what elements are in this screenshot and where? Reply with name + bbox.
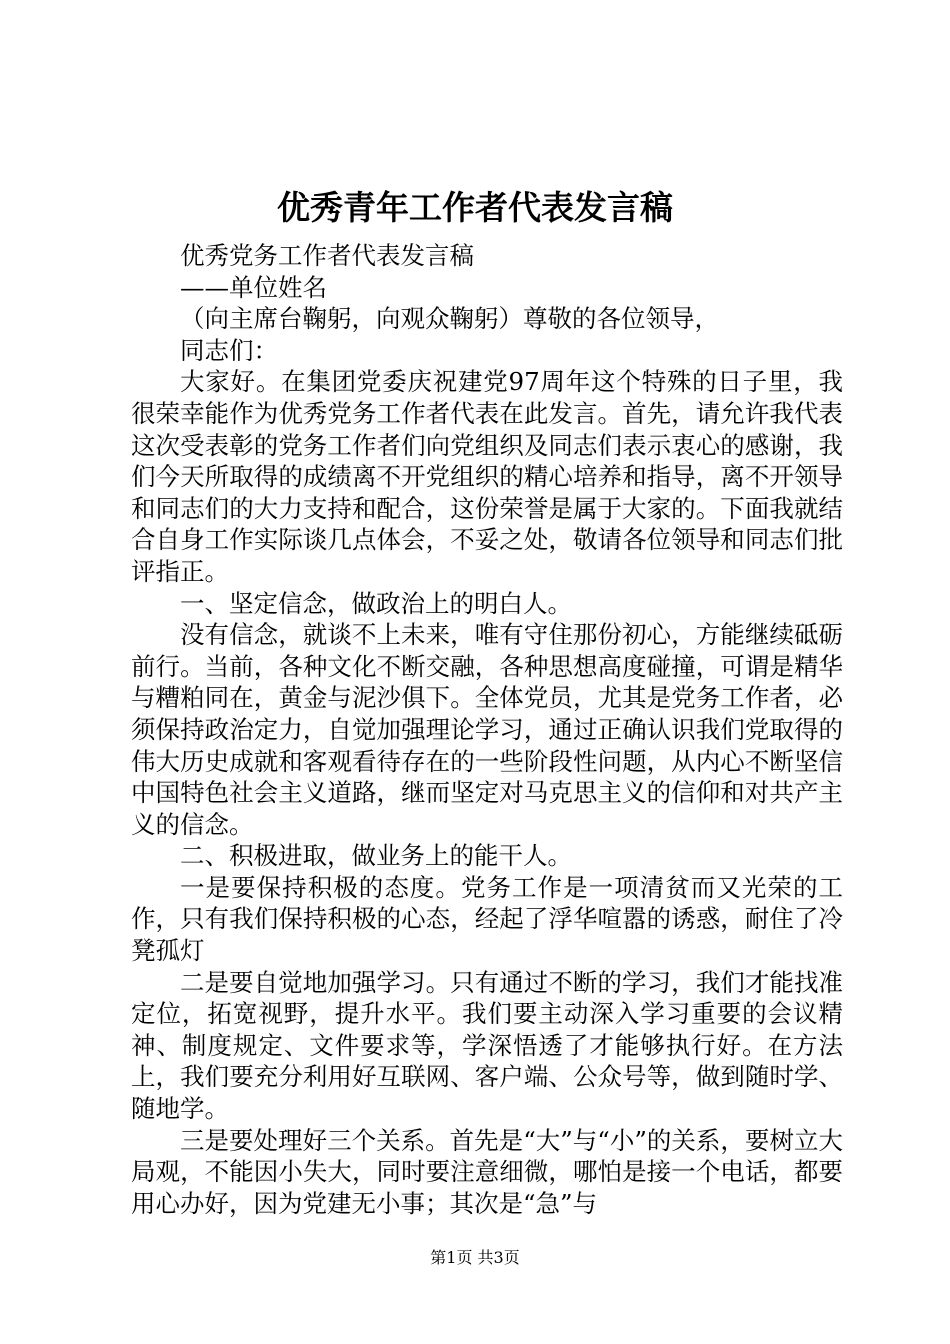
salutation-paragraph: 同志们： xyxy=(180,335,278,365)
body-paragraph: 三是要处理好三个关系。首先是“大”与“小”的关系，要树立大局观，不能因小失大，同时要注意细微，哪怕是接一个电话，都要用心办好，因为党建无小事；其次是“急”与 xyxy=(131,1125,843,1218)
page-total: 共3页 xyxy=(477,1248,520,1267)
body-paragraph: 二是要自觉地加强学习。只有通过不断的学习，我们才能找准定位，拓宽视野，提升水平。我们要主动深入学习重要的会议精神、制度规定、文件要求等，学深悟透了才能够执行好。在方法上，我们要充分利用好互联网、客户端、公众号等，做到随时学、随地学。 xyxy=(131,967,843,1124)
page-footer xyxy=(0,1247,950,1269)
body-paragraph: 一是要保持积极的态度。党务工作是一项清贫而又光荣的工作，只有我们保持积极的心态，经起了浮华喧嚣的诱惑，耐住了冷凳孤灯 xyxy=(131,872,843,966)
document-body xyxy=(131,240,843,1219)
page-number: 第1页 xyxy=(430,1248,473,1267)
body-paragraph: 没有信念，就谈不上未来，唯有守住那份初心，方能继续砥砺前行。当前，各种文化不断交融，各种思想高度碰撞，可谓是精华与糟粕同在，黄金与泥沙俱下。全体党员，尤其是党务工作者，必须保持政治定力，自觉加强理论学习，通过正确认识我们党取得的伟大历史成就和客观看待存在的一些阶段性问题，从内心不断坚信中国特色社会主义道路，继而坚定对马克思主义的信仰和对共产主义的信念。 xyxy=(131,620,843,839)
section-heading: 一、坚定信念，做政治上的明白人。 xyxy=(180,588,572,618)
body-paragraph: 大家好。在集团党委庆祝建党97周年这个特殊的日子里，我很荣幸能作为优秀党务工作者代表在此发言。首先，请允许我代表这次受表彰的党务工作者们向党组织及同志们表示衷心的感谢，我们今天所取得的成绩离不开党组织的精心培养和指导，离不开领导和同志们的大力支持和配合，这份荣誉是属于大家的。下面我就结合自身工作实际谈几点体会，不妥之处，敬请各位领导和同志们批评指正。 xyxy=(131,367,843,586)
document-title: 优秀青年工作者代表发言稿 xyxy=(277,188,673,227)
subtitle-paragraph: 优秀党务工作者代表发言稿 xyxy=(180,241,474,270)
author-line: ——单位姓名 xyxy=(180,272,327,302)
greeting-paragraph: （向主席台鞠躬，向观众鞠躬）尊敬的各位领导， xyxy=(180,304,719,334)
section-heading: 二、积极进取，做业务上的能干人。 xyxy=(180,841,572,871)
